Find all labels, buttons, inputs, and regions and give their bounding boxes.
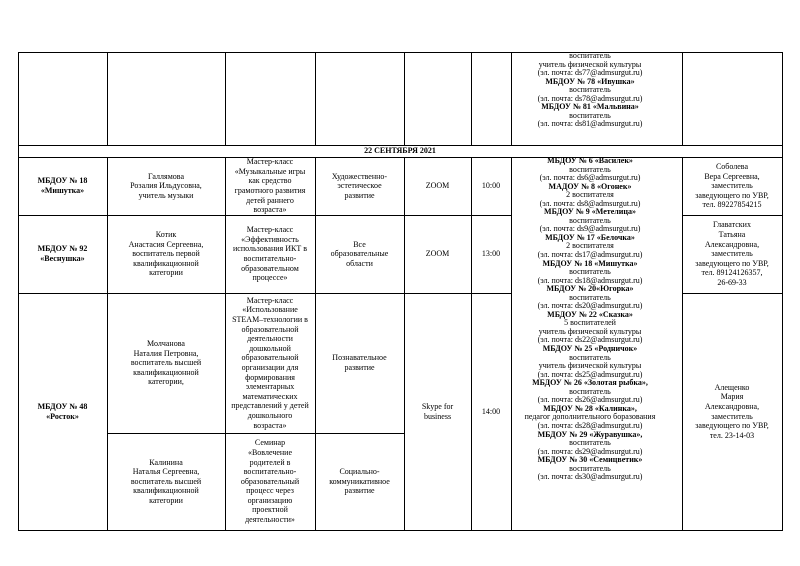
- cell-line: организации для: [241, 363, 299, 372]
- row-2-event: [225, 215, 315, 293]
- cell-text: [107, 458, 225, 506]
- cell-line: процесс через: [246, 486, 294, 496]
- attendee-org: МАДОУ № 8 «Огонек»: [548, 181, 632, 191]
- attendee-line: воспитатель: [569, 215, 611, 225]
- date-header-text: 22 СЕНТЯБРЯ 2021: [364, 146, 436, 156]
- cell-line: воспитатель первой: [132, 249, 200, 259]
- attendee-line: учитель физической культуры: [538, 59, 642, 69]
- attendee-org: МБДОУ № 26 «Золотая рыбка»,: [532, 378, 648, 388]
- cell-line: «Веснушка»: [40, 254, 85, 263]
- row-1-time: 10:00: [481, 181, 501, 191]
- cell-line: представлений у детей: [231, 401, 309, 411]
- cell-line: Александровна,: [704, 401, 760, 411]
- row-1-event: [225, 157, 315, 215]
- cell-line: категории: [149, 268, 183, 278]
- row-2-area: [315, 215, 404, 293]
- cell-line: «Использование: [242, 305, 298, 315]
- cell-line: Наталия Петровна,: [133, 348, 199, 358]
- cell-line: Татьяна: [718, 230, 746, 240]
- cell-line: дошкольного: [247, 410, 293, 420]
- grid-line: [682, 52, 683, 146]
- cell-line: Галлямова: [148, 171, 184, 181]
- attendee-org: МБДОУ № 78 «Ивушка»: [545, 76, 635, 86]
- cell-line: возраста»: [253, 420, 287, 430]
- cell-line: STEAM–технологии в: [232, 315, 308, 325]
- cell-line: воспитатель высшей: [130, 358, 202, 368]
- attendee-org: МБДОУ № 20«Югорка»: [546, 284, 634, 294]
- cell-line: Котик: [155, 230, 177, 240]
- cell-line: грамотного развития: [234, 186, 306, 195]
- cell-line: Соболева: [715, 162, 749, 172]
- cell-line: элементарных: [245, 382, 295, 392]
- cell-line: «Мишутка»: [40, 186, 85, 195]
- cell-line: дошкольной: [249, 343, 291, 353]
- cell-line: возраста»: [253, 205, 287, 215]
- cell-line: эстетическое: [337, 181, 382, 191]
- cell-line: заместитель: [711, 411, 753, 421]
- attendee-org: МБДОУ № 25 «Родничок»: [542, 344, 638, 354]
- grid-line: [315, 52, 316, 146]
- cell-text: [225, 157, 315, 215]
- row-3b-presenter: [107, 433, 225, 530]
- row-2-contact: [682, 215, 782, 293]
- attendee-line: (эл. почта: ds77@admsurgut.ru): [537, 68, 643, 78]
- attendee-line: (эл. почта: ds78@admsurgut.ru): [537, 93, 643, 103]
- cell-text: [18, 402, 107, 421]
- row-3a-presenter: [107, 293, 225, 433]
- cell-line: деятельности»: [245, 515, 295, 525]
- cell-line: заведующего по УВР,: [695, 258, 769, 268]
- row-1-area: [315, 157, 404, 215]
- attendee-line: 2 воспитателя: [566, 241, 614, 251]
- grid-line: [471, 52, 472, 146]
- cell-line: Skype for: [421, 401, 454, 411]
- cell-line: Розалия Ильдусовна,: [130, 181, 202, 191]
- cell-line: математических: [242, 391, 298, 401]
- row-2-org: [18, 215, 107, 293]
- attendee-line: (эл. почта: ds29@admsurgut.ru): [537, 446, 643, 456]
- attendee-line: воспитатель: [569, 85, 611, 95]
- attendee-org: МБДОУ № 17 «Белочка»: [545, 232, 635, 242]
- attendee-line: воспитатель: [569, 352, 611, 362]
- cell-line: «Музыкальные игры: [234, 166, 306, 176]
- cell-line: квалификационной: [133, 486, 199, 496]
- cell-text: [18, 244, 107, 263]
- cell-text: [315, 353, 404, 372]
- cell-line: «Вовлечение: [247, 447, 293, 457]
- cell-line: деятельности: [247, 334, 293, 344]
- row-3a-event: [225, 293, 315, 433]
- cell-line: Вера Сергеевна,: [704, 171, 760, 181]
- attendee-line: воспитатель: [569, 51, 611, 60]
- cell-line: формирования: [245, 372, 295, 382]
- cell-text: [682, 383, 782, 441]
- attendee-line: (эл. почта: ds25@admsurgut.ru): [537, 369, 643, 379]
- cell-line: воспитательно-: [243, 254, 297, 263]
- cell-line: образовательной: [241, 324, 299, 334]
- cell-line: образовательный: [240, 476, 300, 486]
- attendee-line: (эл. почта: ds81@admsurgut.ru): [537, 119, 643, 129]
- attendee-line: (эл. почта: ds9@admsurgut.ru): [539, 224, 641, 234]
- attendee-line: воспитатель: [569, 386, 611, 396]
- cell-line: МБДОУ № 18: [37, 176, 88, 186]
- cell-text: [225, 438, 315, 524]
- attendee-org: МБДОУ № 18 «Мишутка»: [542, 258, 638, 268]
- row-1-presenter: [107, 157, 225, 215]
- cell-line: квалификационной: [133, 367, 199, 377]
- row-2-platform: [404, 215, 471, 293]
- row-1-org: [18, 157, 107, 215]
- cell-line: Все: [353, 239, 366, 249]
- row-3-contact: [682, 293, 782, 530]
- cell-line: Главатских: [713, 220, 751, 230]
- cell-line: развитие: [344, 486, 375, 496]
- cell-line: заместитель: [711, 181, 753, 191]
- cell-line: «Росток»: [46, 411, 79, 421]
- attendee-line: (эл. почта: ds6@admsurgut.ru): [539, 173, 641, 183]
- row-3-platform: [404, 293, 471, 530]
- attendee-line: учитель физической культуры: [538, 361, 642, 371]
- attendee-line: 2 воспитателя: [566, 190, 614, 200]
- row-3-org: [18, 293, 107, 530]
- cell-line: воспитатель высшей: [130, 476, 202, 486]
- cell-text: [18, 176, 107, 195]
- cell-line: как средство: [248, 176, 292, 186]
- attendee-line: (эл. почта: ds17@admsurgut.ru): [537, 250, 643, 260]
- cell-line: Мастер-класс: [246, 295, 294, 305]
- cell-line: «Эффективность: [241, 234, 299, 244]
- cell-text: [404, 249, 471, 259]
- grid-line: [782, 52, 783, 531]
- attendee-list: [498, 157, 682, 482]
- cell-text: [225, 225, 315, 283]
- cell-line: категории,: [148, 377, 184, 387]
- attendee-line: воспитатель: [569, 463, 611, 473]
- row-3b-area: [315, 433, 404, 530]
- cell-line: тел. 89227854215: [702, 200, 762, 210]
- row-3-time: 14:00: [481, 406, 501, 416]
- cell-line: Анастасия Сергеевна,: [128, 239, 204, 249]
- attendee-org: МБДОУ № 28 «Калинка»,: [543, 403, 637, 413]
- cell-line: Познавательное: [332, 353, 387, 363]
- cell-text: [107, 172, 225, 201]
- cell-line: Александровна,: [704, 239, 760, 249]
- cell-line: Социально-: [339, 467, 380, 477]
- attendee-line: воспитатель: [569, 292, 611, 302]
- cell-line: ZOOM: [425, 181, 450, 191]
- grid-line: [404, 52, 405, 146]
- attendee-line: (эл. почта: ds28@admsurgut.ru): [537, 420, 643, 430]
- cell-line: Молчанова: [147, 339, 185, 349]
- attendee-line: воспитатель: [569, 438, 611, 448]
- cell-line: образовательной: [241, 353, 299, 363]
- cell-line: Мастер-класс: [246, 225, 294, 235]
- grid-line: [107, 52, 108, 146]
- row-1-platform: [404, 157, 471, 215]
- attendee-line: (эл. почта: ds20@admsurgut.ru): [537, 301, 643, 311]
- cell-line: образовательные: [330, 249, 389, 259]
- row-1-contact: [682, 157, 782, 215]
- cell-line: родителей в: [249, 457, 291, 467]
- top-attendee-list: [498, 52, 682, 129]
- attendee-org: МБДОУ № 22 «Сказка»: [547, 309, 633, 319]
- attendee-line: воспитатель: [569, 164, 611, 174]
- cell-text: [315, 172, 404, 201]
- cell-line: Художественно-: [331, 171, 388, 181]
- cell-line: заместитель: [711, 249, 753, 259]
- cell-line: тел. 89124126357,: [701, 268, 763, 278]
- cell-line: ZOOM: [425, 249, 450, 259]
- cell-line: квалификационной: [133, 258, 199, 268]
- cell-line: категории: [149, 495, 183, 505]
- attendee-line: (эл. почта: ds26@admsurgut.ru): [537, 395, 643, 405]
- date-header: [18, 145, 782, 157]
- cell-line: Наталья Сергеевна,: [132, 467, 200, 477]
- cell-text: [404, 181, 471, 191]
- cell-line: учитель музыки: [138, 190, 194, 200]
- attendee-line: (эл. почта: ds22@admsurgut.ru): [537, 335, 643, 345]
- cell-text: [107, 230, 225, 278]
- cell-line: развитие: [344, 190, 375, 200]
- attendee-line: воспитатель: [569, 267, 611, 277]
- attendee-line: (эл. почта: ds30@admsurgut.ru): [537, 472, 643, 482]
- grid-line: [225, 52, 226, 146]
- cell-text: [315, 240, 404, 269]
- cell-line: процессе»: [252, 273, 288, 283]
- row-3a-area: [315, 293, 404, 433]
- cell-line: МБДОУ № 92: [37, 244, 88, 254]
- cell-line: тел. 23-14-03: [709, 430, 755, 440]
- cell-line: Семинар: [254, 438, 286, 448]
- cell-line: заведующего по УВР,: [695, 190, 769, 200]
- cell-line: МБДОУ № 48: [37, 401, 88, 411]
- cell-line: Мастер-класс: [246, 157, 294, 167]
- attendee-line: учитель физической культуры: [538, 326, 642, 336]
- attendee-org: МБДОУ № 9 «Метелица»: [544, 207, 636, 217]
- cell-line: использования ИКТ в: [232, 244, 307, 254]
- cell-text: [315, 467, 404, 496]
- attendee-org: МБДОУ № 81 «Мальвина»: [541, 102, 639, 112]
- attendee-org: МБДОУ № 29 «Журавушка»,: [537, 429, 643, 439]
- attendee-org: МБДОУ № 30 «Семицветик»: [537, 455, 643, 465]
- attendee-line: педагог дополнительного боразования: [524, 412, 656, 422]
- cell-line: business: [423, 411, 452, 421]
- grid-line: [18, 530, 783, 531]
- cell-line: образовательном: [241, 263, 299, 273]
- row-3b-event: [225, 433, 315, 530]
- attendee-line: 5 воспитателей: [564, 318, 616, 328]
- cell-line: Алещенко: [714, 382, 750, 392]
- cell-text: [682, 162, 782, 210]
- cell-text: [682, 220, 782, 287]
- cell-line: заведующего по УВР,: [695, 421, 769, 431]
- cell-text: [225, 296, 315, 430]
- attendee-line: воспитатель: [569, 110, 611, 120]
- cell-line: воспитательно-: [243, 467, 297, 477]
- attendee-org: МБДОУ № 6 «Василек»: [547, 156, 633, 165]
- cell-line: коммуникативное: [329, 476, 390, 486]
- cell-line: организацию: [247, 495, 293, 505]
- row-2-time: 13:00: [481, 249, 501, 259]
- cell-line: Калинина: [149, 457, 183, 467]
- cell-line: 26-69-33: [717, 277, 747, 287]
- cell-text: [107, 339, 225, 387]
- cell-line: развитие: [344, 363, 375, 372]
- cell-line: области: [346, 258, 373, 268]
- cell-line: проектной: [252, 505, 288, 515]
- attendee-line: (эл. почта: ds18@admsurgut.ru): [537, 275, 643, 285]
- row-2-presenter: [107, 215, 225, 293]
- cell-text: [404, 402, 471, 421]
- cell-line: детей раннего: [246, 195, 294, 205]
- attendee-line: (эл. почта: ds8@admsurgut.ru): [539, 198, 641, 208]
- cell-line: Мария: [720, 392, 744, 402]
